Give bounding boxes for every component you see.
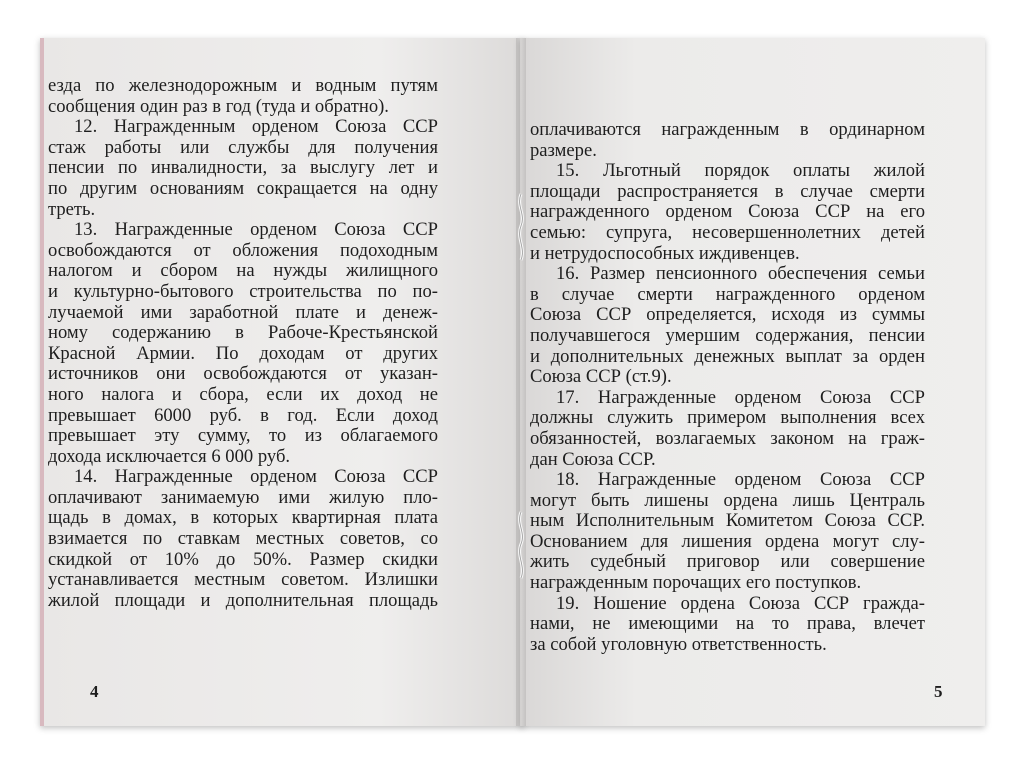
text-line: налогом и сбором на нужды жилищного: [48, 260, 438, 282]
text-line: езда по железнодорожным и водным путям: [48, 75, 438, 96]
text-line: должны служить примером выполнения всех: [530, 407, 925, 429]
text-line: 12. Награжденным орденом Союза ССР: [74, 116, 438, 138]
text-line: обязанностей, возлагаемых законом на граж-: [530, 427, 925, 449]
left-page-text: [48, 76, 438, 611]
text-line: ному содержанию в Рабоче-Крестьянской: [48, 322, 438, 344]
text-line: устанавливается местным советом. Излишки: [48, 569, 438, 591]
text-line: в случае смерти награжденного орденом: [530, 283, 925, 305]
text-line: и дополнительных денежных выплат за орден: [530, 345, 925, 367]
text-line: жилой площади и дополнительная площадь: [48, 589, 438, 611]
text-line: Основанием для лишения ордена могут слу-: [530, 530, 925, 552]
text-line: оплачиваются награжденным в ординарном: [530, 119, 925, 140]
text-line: Красной Армии. По доходам от других: [48, 342, 438, 364]
page-number-left: 4: [90, 682, 99, 701]
text-line: ного налога и сбора, если их доход не: [48, 383, 438, 405]
text-line: Союза ССР (ст.9).: [530, 366, 672, 388]
text-line: пенсии по инвалидности, за выслугу лет и: [48, 157, 438, 179]
text-line: нами, не имеющими на то права, влечет: [530, 613, 925, 635]
text-line: превышает эту сумму, то из облагаемого: [48, 425, 438, 447]
text-line: треть.: [48, 198, 96, 220]
text-line: по другим основаниям сокращается на одну: [48, 177, 438, 199]
text-line: 19. Ношение ордена Союза ССР гражда-: [556, 592, 925, 614]
text-line: ным Исполнительным Комитетом Союза ССР.: [530, 510, 925, 532]
text-line: дан Союза ССР.: [530, 448, 656, 470]
text-line: и культурно-бытового строительства по по-: [48, 280, 438, 302]
text-line: взимается по ставкам местных советов, со: [48, 528, 438, 550]
text-line: 16. Размер пенсионного обеспечения семьи: [556, 263, 925, 285]
text-line: могут быть лишены ордена лишь Централь: [530, 489, 925, 511]
text-line: площади распространяется в случае смерти: [530, 180, 925, 202]
text-line: сообщения один раз в год (туда и обратно).: [48, 95, 389, 117]
text-line: стаж работы или службы для получения: [48, 136, 438, 158]
text-line: дохода исключается 6 000 руб.: [48, 445, 291, 467]
text-line: щадь в домах, в которых квартирная плата: [48, 507, 438, 529]
text-line: 13. Награжденные орденом Союза ССР: [74, 219, 438, 241]
text-line: семью: супруга, несовершеннолетних детей: [530, 221, 925, 243]
text-line: превышает 6000 руб. в год. Если доход: [48, 404, 438, 426]
text-line: 14. Награжденные орденом Союза ССР: [74, 466, 438, 488]
text-line: жить судебный приговор или совершение: [530, 551, 925, 573]
right-page-text: [530, 120, 925, 655]
staple-stitch-bottom: [514, 510, 528, 580]
text-line: лучаемой ими заработной плате и денеж-: [48, 301, 438, 323]
text-line: за собой уголовную ответственность.: [530, 633, 827, 655]
text-line: скидкой от 10% до 50%. Размер скидки: [48, 548, 438, 570]
text-line: 18. Награжденные орденом Союза ССР: [556, 469, 925, 491]
text-line: оплачивают занимаемую ими жилую пло-: [48, 486, 438, 508]
staple-stitch-top: [514, 192, 528, 262]
text-line: источников они освобождаются от указан-: [48, 363, 438, 385]
text-line: 17. Награжденные орденом Союза ССР: [556, 386, 925, 408]
text-line: Союза ССР определяется, исходя из суммы: [530, 304, 925, 326]
text-line: 15. Льготный порядок оплаты жилой: [556, 160, 925, 182]
text-line: освобождаются от обложения подоходным: [48, 239, 438, 261]
text-line: размере.: [530, 139, 597, 161]
text-line: награжденным порочащих его поступков.: [530, 572, 862, 594]
booklet-fold: [516, 38, 526, 726]
text-line: и нетрудоспособных иждивенцев.: [530, 242, 800, 264]
text-line: награжденного орденом Союза ССР на его: [530, 201, 925, 223]
text-line: получавшегося умершим содержания, пенсии: [530, 324, 925, 346]
page-number-right: 5: [934, 682, 943, 701]
